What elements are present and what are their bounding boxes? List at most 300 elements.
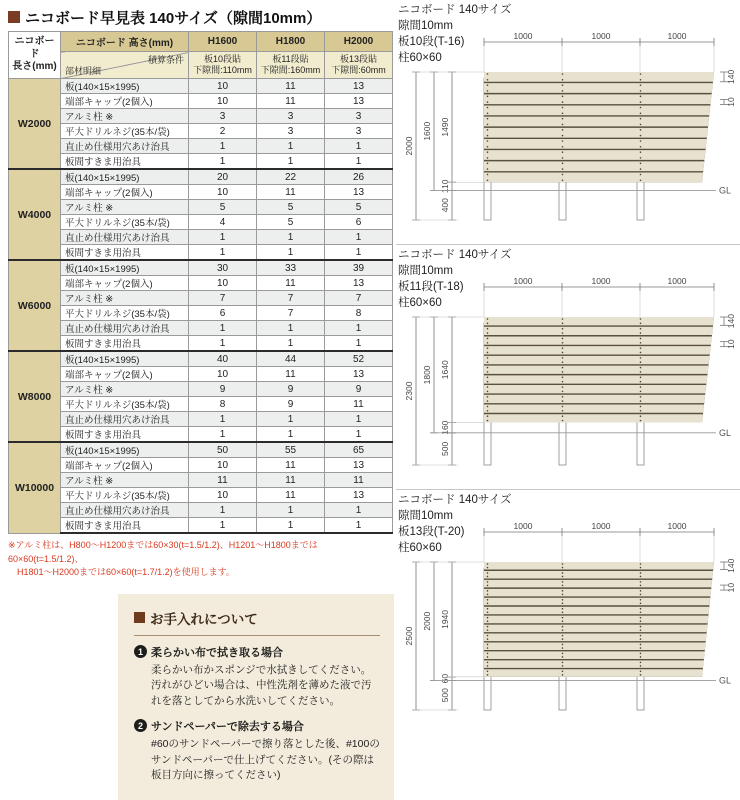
- dim-label: 1000: [592, 276, 611, 286]
- screw-dot: [562, 576, 564, 578]
- screw-dot: [487, 79, 489, 81]
- dim-label: 1600: [422, 121, 432, 140]
- screw-dot: [487, 585, 489, 587]
- screw-dot: [487, 599, 489, 601]
- screw-dot: [487, 146, 489, 148]
- dim-label: 60: [440, 674, 450, 684]
- quantity-cell: 1: [189, 503, 257, 518]
- fence-board: [484, 607, 709, 615]
- gl-label: GL: [719, 675, 731, 685]
- screw-dot: [487, 665, 489, 667]
- part-name-cell: アルミ柱 ※: [61, 291, 189, 306]
- quantity-cell: 1: [257, 154, 325, 170]
- screw-dot: [640, 599, 642, 601]
- fence-board: [484, 139, 707, 149]
- dim-label: 1000: [514, 31, 533, 41]
- screw-dot: [562, 342, 564, 344]
- column-header-h2000: H2000: [325, 32, 393, 52]
- quantity-cell: 7: [325, 291, 393, 306]
- screw-dot: [487, 638, 489, 640]
- quantity-cell: 13: [325, 94, 393, 109]
- screw-dot: [562, 361, 564, 363]
- screw-dot: [487, 662, 489, 664]
- row-group-label: W10000: [9, 442, 61, 533]
- subheader-h1600: 板10段貼 下隙間:110mm: [189, 52, 257, 79]
- screw-dot: [640, 665, 642, 667]
- parts-table: [8, 31, 393, 534]
- quantity-cell: 40: [189, 351, 257, 367]
- table-row: [9, 473, 393, 488]
- table-row: [9, 276, 393, 291]
- part-name-cell: 板(140×15×1995): [61, 79, 189, 94]
- table-row: [9, 442, 393, 458]
- dim-label: 2300: [404, 381, 414, 400]
- table-row: [9, 412, 393, 427]
- quantity-cell: 10: [189, 276, 257, 291]
- diagonal-header-cell: [61, 52, 189, 79]
- screw-dot: [487, 567, 489, 569]
- screw-dot: [562, 608, 564, 610]
- quantity-cell: 11: [257, 473, 325, 488]
- screw-dot: [562, 590, 564, 592]
- page-title-text: ニコボード早見表 140サイズ（隙間10mm）: [25, 7, 321, 28]
- screw-dot: [562, 638, 564, 640]
- screw-dot: [487, 626, 489, 628]
- screw-dot: [640, 581, 642, 583]
- quantity-cell: 1: [257, 230, 325, 245]
- screw-dot: [640, 381, 642, 383]
- care-title: [134, 608, 380, 636]
- diagram-2-label-line: 板11段(T-18): [398, 280, 511, 296]
- screw-dot: [640, 323, 642, 325]
- dim-label: 1000: [592, 521, 611, 531]
- number-2-icon: 2: [134, 719, 147, 732]
- quantity-cell: 13: [325, 488, 393, 503]
- quantity-cell: 1: [325, 503, 393, 518]
- diagram-1-label-line: 隙間10mm: [398, 19, 511, 35]
- screw-dot: [487, 406, 489, 408]
- fence-board: [484, 404, 704, 412]
- title-square-icon: [8, 11, 20, 23]
- fence-board: [484, 356, 710, 364]
- screw-dot: [640, 90, 642, 92]
- dim-label: 10: [726, 339, 736, 349]
- screw-dot: [562, 567, 564, 569]
- screw-dot: [562, 323, 564, 325]
- screw-dot: [487, 415, 489, 417]
- screw-dot: [562, 338, 564, 340]
- fence-board: [484, 642, 706, 650]
- quantity-cell: 3: [325, 124, 393, 139]
- table-row: [9, 215, 393, 230]
- screw-dot: [640, 572, 642, 574]
- fence-board: [484, 150, 705, 160]
- part-name-cell: 平大ドリルネジ(35本/袋): [61, 215, 189, 230]
- fence-board: [484, 589, 711, 597]
- screw-dot: [640, 118, 642, 120]
- screw-dot: [487, 620, 489, 622]
- part-name-cell: 板間すきま用治具: [61, 336, 189, 352]
- screw-dot: [562, 671, 564, 673]
- screw-dot: [487, 381, 489, 383]
- quantity-cell: 1: [257, 245, 325, 261]
- screw-dot: [487, 318, 489, 320]
- screw-dot: [640, 576, 642, 578]
- dim-label: 2000: [404, 136, 414, 155]
- fence-board: [484, 128, 708, 138]
- screw-dot: [640, 406, 642, 408]
- part-name-cell: 直止め仕様用穴あけ治具: [61, 321, 189, 336]
- row-group-label: W8000: [9, 351, 61, 442]
- quantity-cell: 13: [325, 185, 393, 200]
- quantity-cell: 1: [257, 321, 325, 336]
- quantity-cell: 3: [257, 109, 325, 124]
- quantity-cell: 7: [257, 291, 325, 306]
- dim-label: 140: [726, 558, 736, 572]
- screw-dot: [487, 140, 489, 142]
- screw-dot: [487, 396, 489, 398]
- screw-dot: [487, 594, 489, 596]
- quantity-cell: 10: [189, 185, 257, 200]
- screw-dot: [562, 90, 564, 92]
- screw-dot: [562, 79, 564, 81]
- screw-dot: [487, 671, 489, 673]
- quantity-cell: 1: [257, 503, 325, 518]
- quantity-cell: 13: [325, 276, 393, 291]
- quantity-cell: 4: [189, 215, 257, 230]
- quantity-cell: 1: [325, 336, 393, 352]
- part-name-cell: 平大ドリルネジ(35本/袋): [61, 488, 189, 503]
- quantity-cell: 1: [189, 245, 257, 261]
- parts-table-header: [9, 32, 393, 79]
- screw-dot: [487, 635, 489, 637]
- quantity-cell: 1: [189, 412, 257, 427]
- fence-board: [484, 317, 714, 325]
- care-title-text: お手入れについて: [150, 608, 258, 628]
- table-row: [9, 139, 393, 154]
- table-row: [9, 321, 393, 336]
- dim-label: 1000: [668, 521, 687, 531]
- column-header-h1800: H1800: [257, 32, 325, 52]
- header-row-1: [9, 32, 393, 52]
- screw-dot: [487, 174, 489, 176]
- screw-dot: [562, 400, 564, 402]
- subheader-h1800: 板11段貼 下隙間:160mm: [257, 52, 325, 79]
- screw-dot: [640, 140, 642, 142]
- screw-dot: [562, 581, 564, 583]
- screw-dot: [487, 101, 489, 103]
- quantity-cell: 1: [325, 427, 393, 443]
- quantity-cell: 6: [325, 215, 393, 230]
- screw-dot: [640, 638, 642, 640]
- screw-dot: [487, 603, 489, 605]
- screw-dot: [487, 342, 489, 344]
- quantity-cell: 11: [257, 94, 325, 109]
- screw-dot: [487, 400, 489, 402]
- screw-dot: [562, 118, 564, 120]
- dim-label: 500: [440, 442, 450, 456]
- screw-dot: [487, 608, 489, 610]
- quantity-cell: 1: [325, 245, 393, 261]
- screw-dot: [487, 357, 489, 359]
- quantity-cell: 11: [257, 488, 325, 503]
- screw-dot: [562, 96, 564, 98]
- screw-dot: [640, 400, 642, 402]
- table-row: [9, 336, 393, 352]
- screw-dot: [562, 347, 564, 349]
- quantity-cell: 1: [257, 518, 325, 534]
- part-name-cell: 板間すきま用治具: [61, 245, 189, 261]
- header-row-2: [9, 52, 393, 79]
- quantity-cell: 9: [257, 397, 325, 412]
- row-group-label: W4000: [9, 169, 61, 260]
- part-name-cell: 板(140×15×1995): [61, 442, 189, 458]
- table-row: [9, 169, 393, 185]
- diagram-3-label-line: 板13段(T-20): [398, 525, 511, 541]
- fence-board: [484, 83, 713, 93]
- screw-dot: [640, 377, 642, 379]
- screw-dot: [640, 662, 642, 664]
- fence-board: [484, 669, 703, 677]
- screw-dot: [487, 644, 489, 646]
- fence-diagram-3: [396, 489, 740, 734]
- screw-dot: [640, 647, 642, 649]
- screw-dot: [487, 361, 489, 363]
- diagram-1-label: [398, 3, 511, 66]
- screw-dot: [487, 129, 489, 131]
- parts-table-body: [9, 79, 393, 534]
- gl-label: GL: [719, 428, 731, 438]
- screw-dot: [640, 124, 642, 126]
- part-name-cell: 直止め仕様用穴あけ治具: [61, 230, 189, 245]
- screw-dot: [562, 174, 564, 176]
- screw-dot: [487, 151, 489, 153]
- part-name-cell: 板(140×15×1995): [61, 260, 189, 276]
- fence-board: [484, 616, 708, 624]
- screw-dot: [562, 371, 564, 373]
- quantity-cell: 8: [189, 397, 257, 412]
- quantity-cell: 10: [189, 367, 257, 382]
- quantity-cell: 1: [189, 336, 257, 352]
- screw-dot: [562, 107, 564, 109]
- fence-board: [484, 366, 708, 374]
- quantity-cell: 26: [325, 169, 393, 185]
- screw-dot: [640, 563, 642, 565]
- screw-dot: [562, 603, 564, 605]
- screw-dot: [562, 406, 564, 408]
- screw-dot: [640, 168, 642, 170]
- part-name-cell: 直止め仕様用穴あけ治具: [61, 503, 189, 518]
- diagram-2-label-line: 柱60×60: [398, 296, 511, 312]
- care-title-square-icon: [134, 612, 145, 623]
- table-row: [9, 488, 393, 503]
- diagram-1-label-line: 板10段(T-16): [398, 35, 511, 51]
- fence-board: [484, 580, 712, 588]
- quantity-cell: 1: [189, 427, 257, 443]
- dim-label: 110: [440, 179, 450, 193]
- screw-dot: [640, 410, 642, 412]
- screw-dot: [487, 629, 489, 631]
- fence-board: [484, 336, 712, 344]
- screw-dot: [640, 653, 642, 655]
- screw-dot: [640, 608, 642, 610]
- screw-dot: [562, 124, 564, 126]
- fence-diagram-2: [396, 244, 740, 489]
- screw-dot: [640, 396, 642, 398]
- quantity-cell: 9: [257, 382, 325, 397]
- part-name-cell: 端部キャップ(2個入): [61, 276, 189, 291]
- screw-dot: [562, 617, 564, 619]
- screw-dot: [562, 157, 564, 159]
- quantity-cell: 5: [257, 200, 325, 215]
- care-item-2: [134, 718, 380, 784]
- fence-board: [484, 414, 703, 422]
- screw-dot: [640, 112, 642, 114]
- row-group-label: W6000: [9, 260, 61, 351]
- quantity-cell: 11: [257, 185, 325, 200]
- screw-dot: [562, 647, 564, 649]
- screw-dot: [640, 594, 642, 596]
- quantity-cell: 50: [189, 442, 257, 458]
- screw-dot: [640, 629, 642, 631]
- screw-dot: [640, 367, 642, 369]
- screw-dot: [562, 563, 564, 565]
- dim-label: 140: [726, 70, 736, 84]
- screw-dot: [640, 617, 642, 619]
- screw-dot: [562, 168, 564, 170]
- screw-dot: [562, 629, 564, 631]
- screw-dot: [562, 662, 564, 664]
- table-row: [9, 367, 393, 382]
- screw-dot: [562, 599, 564, 601]
- quantity-cell: 1: [257, 139, 325, 154]
- quantity-cell: 6: [189, 306, 257, 321]
- care-item-2-body: #60のサンドペーパーで擦り落とした後、#100のサンドペーパーで仕上げてください。(その際は板目方向に擦ってください): [151, 737, 380, 784]
- screw-dot: [487, 352, 489, 354]
- quantity-cell: 1: [325, 139, 393, 154]
- screw-dot: [640, 342, 642, 344]
- screw-dot: [640, 674, 642, 676]
- table-row: [9, 79, 393, 94]
- screw-dot: [562, 420, 564, 422]
- left-pane: [8, 6, 392, 800]
- row-group-label: W2000: [9, 79, 61, 170]
- quantity-cell: 11: [257, 79, 325, 94]
- screw-dot: [640, 347, 642, 349]
- table-row: [9, 427, 393, 443]
- screw-dot: [562, 73, 564, 75]
- part-name-cell: 板間すきま用治具: [61, 518, 189, 534]
- quantity-cell: 1: [325, 154, 393, 170]
- diagram-1-label-line: 柱60×60: [398, 51, 511, 67]
- screw-dot: [562, 644, 564, 646]
- page-title: [8, 6, 392, 28]
- screw-dot: [562, 665, 564, 667]
- screw-dot: [640, 352, 642, 354]
- screw-dot: [562, 84, 564, 86]
- screw-dot: [640, 590, 642, 592]
- table-row: [9, 291, 393, 306]
- quantity-cell: 65: [325, 442, 393, 458]
- quantity-cell: 2: [189, 124, 257, 139]
- screw-dot: [640, 656, 642, 658]
- screw-dot: [487, 371, 489, 373]
- screw-dot: [640, 129, 642, 131]
- quantity-cell: 1: [325, 518, 393, 534]
- fence-board: [484, 651, 705, 659]
- screw-dot: [562, 415, 564, 417]
- dim-label: 1000: [668, 276, 687, 286]
- screw-dot: [640, 386, 642, 388]
- screw-dot: [562, 332, 564, 334]
- screw-dot: [640, 332, 642, 334]
- screw-dot: [487, 157, 489, 159]
- screw-dot: [640, 96, 642, 98]
- table-row: [9, 109, 393, 124]
- fence-board: [484, 625, 707, 633]
- screw-dot: [640, 361, 642, 363]
- care-item-2-heading-text: サンドペーパーで除去する場合: [151, 718, 304, 734]
- screw-dot: [487, 386, 489, 388]
- screw-dot: [487, 328, 489, 330]
- screw-dot: [640, 635, 642, 637]
- table-row: [9, 245, 393, 261]
- diagram-2-label-line: 隙間10mm: [398, 264, 511, 280]
- table-row: [9, 503, 393, 518]
- table-row: [9, 230, 393, 245]
- quantity-cell: 3: [257, 124, 325, 139]
- screw-dot: [640, 163, 642, 165]
- dim-label: 1800: [422, 365, 432, 384]
- quantity-cell: 30: [189, 260, 257, 276]
- part-name-cell: 直止め仕様用穴あけ治具: [61, 412, 189, 427]
- screw-dot: [640, 626, 642, 628]
- screw-dot: [487, 338, 489, 340]
- quantity-cell: 1: [325, 321, 393, 336]
- table-row: [9, 518, 393, 534]
- screw-dot: [487, 410, 489, 412]
- table-row: [9, 124, 393, 139]
- quantity-cell: 10: [189, 79, 257, 94]
- fence-diagram-1: [396, 0, 740, 244]
- table-row: [9, 185, 393, 200]
- screw-dot: [487, 347, 489, 349]
- table-row: [9, 94, 393, 109]
- screw-dot: [640, 391, 642, 393]
- care-item-1-heading: [134, 644, 380, 660]
- quantity-cell: 3: [189, 109, 257, 124]
- diagram-3-label-line: 柱60×60: [398, 541, 511, 557]
- screw-dot: [640, 611, 642, 613]
- fence-board: [484, 327, 713, 335]
- quantity-cell: 11: [325, 397, 393, 412]
- quantity-cell: 1: [189, 154, 257, 170]
- screw-dot: [487, 377, 489, 379]
- screw-dot: [487, 84, 489, 86]
- quantity-cell: 7: [189, 291, 257, 306]
- subheader-h2000: 板13段貼 下隙間:60mm: [325, 52, 393, 79]
- screw-dot: [562, 611, 564, 613]
- screw-dot: [640, 603, 642, 605]
- fence-board: [484, 72, 714, 82]
- screw-dot: [562, 674, 564, 676]
- part-name-cell: 板間すきま用治具: [61, 427, 189, 443]
- table-row: [9, 154, 393, 170]
- screw-dot: [562, 163, 564, 165]
- screw-dot: [487, 163, 489, 165]
- quantity-cell: 39: [325, 260, 393, 276]
- dim-label: 500: [440, 688, 450, 702]
